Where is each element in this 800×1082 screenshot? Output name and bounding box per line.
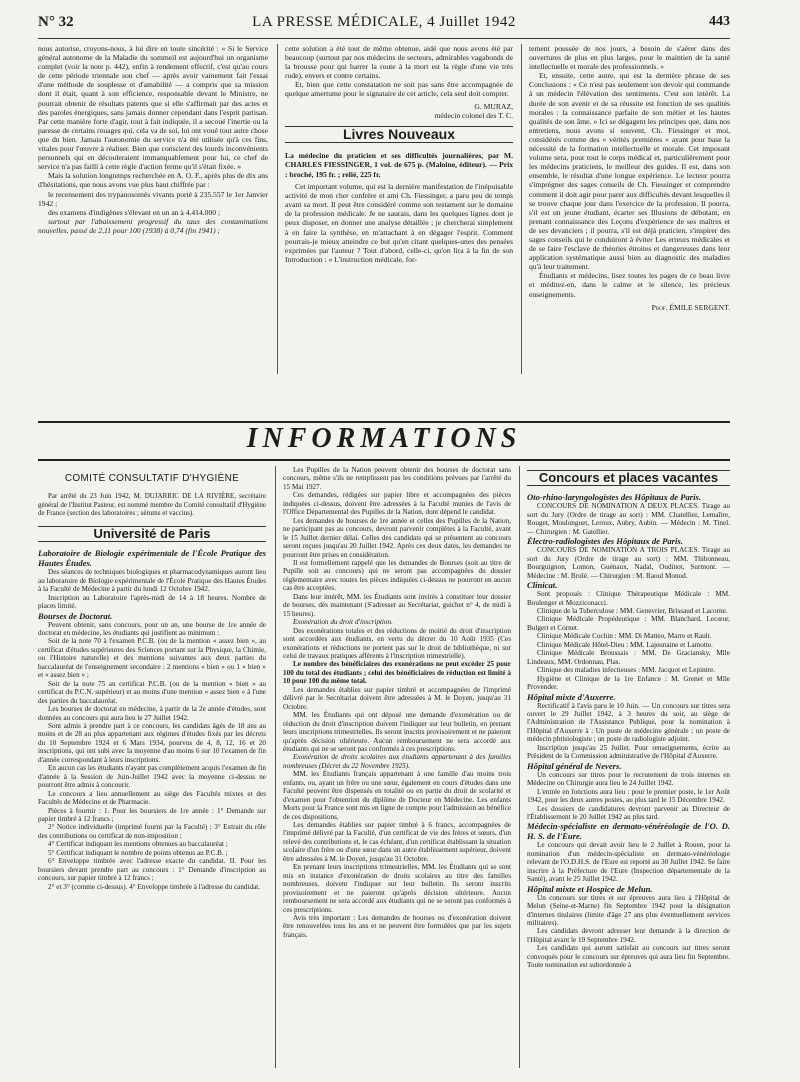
comite-paragraph: Par arrêté du 23 Juin 1942, M. DUJARRIC DE LA RIVIÈRE, secrétaire général de l'Institut Pasteur, est nommé membre du Comité consultatif d'Hygiène de France (section des laboratoires ; sérums et vaccins). (38, 492, 266, 518)
article-paragraph: Mais la solution longtemps recherchée en A. O. F., après plus de dix ans d'hésitations, que nous avons vue plus haut chiffrée par : (38, 171, 268, 190)
notice-paragraph: L'entrée en fonctions aura lieu : pour le premier poste, le 1er Août 1942, pour les deux autres postes, au plus tard le 15 Décembre 1942. (527, 787, 730, 805)
notice-paragraph: Clinique de la Tuberculose : MM. Genevrier, Brissaud et Lacorne. (537, 606, 728, 615)
notice-paragraph: Les demandes établies sur papier timbré à 6 francs, accompagnées de l'imprimé délivré par la Faculté, d'un certificat de vie des frères et sœurs, d'un relevé des contributions et, le cas échéant, d'un certificat établissant la situation scolaire d'un frère ou d'une sœur dans un autre établissement supérieur, doivent être adressées à M. le Doyen, jusqu'au 31 Octobre. (283, 821, 511, 863)
notice-paragraph: Hygiène et Clinique de la 1re Enfance : M. Grenet et Mlle Provender. (527, 674, 730, 692)
notice-paragraph: Pièces à fournir : 1. Pour les boursiers de 1re année : 1° Demande sur papier timbré à 12 francs ; (38, 806, 266, 823)
notice-paragraph: Les candidats qui auront satisfait au concours sur titres seront convoqués pour le concours sur épreuves qui aura lieu fin Septembre. Toute nomination est subordonnée à (527, 944, 730, 970)
review-paragraph: tement poussée de nos jours, a besoin de s'aérer dans des ouvertures de plus en plus larges, pour le maintien de la santé intellectuelle et morale des professionnels. » (529, 44, 730, 72)
info-column-2 (283, 466, 511, 1068)
notice-paragraph: Les dossiers de candidatures devront parvenir au Directeur de l'Établissement le 20 Juillet 1942 au plus tard. (527, 804, 730, 821)
notice-paragraph: Sont admis à prendre part à ce concours, les candidats âgés de 18 ans au moins et de 28 au plus appartenant aux régimes d'études fixés par les décrets du 10 Septembre 1924 et 6 Mars 1934, pourvus de 4, 8, 12, 16 et 20 inscriptions, qui ont subi avec la moyenne d'au moins 6 sur 10 l'examen de fin d'année correspondant à leurs inscriptions. (38, 721, 266, 764)
notice-subheading: Hôpital mixte d'Auxerre. (527, 691, 616, 702)
notice-paragraph: Clinique Médicale Broussais : MM. De Graciansky, Mlle Lindeaux, MM. Ordonnau, Plas. (527, 649, 730, 666)
notice-paragraph: Un concours sur titres pour le recrutement de trois internes en Médecine ou Chirurgie aura lieu le 24 Juillet 1942. (527, 770, 730, 788)
universite-heading: Université de Paris (38, 526, 266, 542)
notice-subheading: Médecin-spécialiste en dermato-vénéréologie de l'O. D. H. S. de l'Eure. (527, 821, 730, 842)
livres-nouveaux-heading: Livres Nouveaux (285, 126, 513, 143)
notice-paragraph: 4° Certificat indiquant les mentions obtenues au baccalauréat ; (48, 840, 228, 849)
article-paragraph: cette solution a été tout de même obtenue, aidé que nous avons été par beaucoup (surtout par nos médecins de secteurs, admirables vagabonds de la brousse pour qui barrer la route à la mort est la règle d'une vie très rude), envers et contre certains. (285, 44, 513, 81)
notice-paragraph: MM. les Étudiants qui ont déposé une demande d'exonération ou de réduction du droit d'inscription doivent l'indiquer sur leur bulletin, en prenant leurs inscriptions trimestrielles. Ils seront inscrits provisoirement et ne paieront qu'après décision ultérieure. Aucun remboursement ne sera accordé aux étudiants qui ne se seront pas conformés à ces prescriptions. (283, 711, 511, 753)
notice-paragraph: 2° et 3° (comme ci-dessus). 4° Enveloppe timbrée à l'adresse du candidat. (48, 882, 261, 891)
notice-paragraph: Avis très important : Les demandes de bourses ou d'exonération doivent être renouvelées tous les ans et ne peuvent être formulées que par les sujets français. (283, 914, 511, 939)
notice-paragraph: Les Pupilles de la Nation peuvent obtenir des bourses de doctorat sans concours, même s'ils ne remplissent pas les conditions prévues par l'arrêté du 15 Mai 1927. (283, 466, 511, 491)
article-paragraph: des examens d'indigènes s'élevant en un an à 4.414.000 ; (48, 207, 221, 217)
notice-paragraph: Dans leur intérêt, MM. les Étudiants sont invités à constituer leur dossier de bourses, dès maintenant (S'adresser au Secrétariat, guichet n° 4, de midi à 15 heures). (283, 592, 511, 618)
page-number: 443 (709, 14, 730, 29)
notice-subheading: Exonération du droit d'inscription. (293, 618, 393, 627)
informations-rule-bottom (38, 459, 730, 461)
notice-paragraph: Clinique Médicale Hôtel-Dieu : MM. Lajeunaine et Lamotte. (537, 640, 713, 649)
publication-title: LA PRESSE MÉDICALE, 4 Juillet 1942 (252, 14, 516, 30)
notice-paragraph: Un concours sur titres et sur épreuves aura lieu à l'Hôpital de Melun (Seine-et-Marne) fin Septembre 1942 pour la désignation d'internes titulaires (limite d'âge 27 ans plus éventuellement services militaires). (527, 893, 730, 928)
info-column-3 (527, 466, 730, 1068)
notice-paragraph: Rectificatif à l'avis paru le 10 Juin. — Un concours sur titres sera ouvert le 29 Juillet 1942, à 3 heures du soir, au siège de l'Administration de l'Assistance Publique, pour la nomination à l'Hôpital d'Auxerre à : Un poste de médecine générale ; un poste de médecin phtisiologiste ; un poste de radiologiste adjoint. (527, 701, 730, 744)
book-review-paragraph: Cet important volume, qui est la dernière manifestation de l'inépuisable activité de mon cher confrère et ami Ch. Fiessinger, a paru peu de temps avant sa mort. Il peut être considéré comme son testament sur le domaine de la profession médicale. Je ne saurais, dans les quelques lignes dont je peux disposer, en donner une analyse détaillée ; je chercherai simplement à en faire la synthèse, en m'attachant à en dégager l'esprit. Comment pourrais-je mieux atteindre ce but qu'en citant quelques-unes des pensées exprimées par l'auteur ? Tout d'abord, celle-ci, qu'on lira à la fin de son Introduction : « L'instruction médicale, for- (285, 182, 513, 264)
notice-subheading: Électro-radiologistes des Hôpitaux de Paris. (527, 536, 683, 547)
column-divider (519, 466, 520, 1068)
notice-paragraph: Des séances de techniques biologiques et pharmacodynamiques auront lieu au laboratoire de Biologie expérimentale de l'École Pratique des Hautes Études à la Faculté de Médecine à partir du lundi 12 Octobre 1942. (38, 568, 266, 594)
info-column-1 (38, 466, 266, 1068)
notice-subheading: Exonération de droits scolaires aux étudiants appartenant à des familles nombreuses (Décret du 22 Novembre 1925). (283, 753, 511, 770)
review-paragraph: Étudiants et médecins, lisez toutes les pages de ce beau livre et méditez-en, dans le calme et le silence, les précieux enseignements. (529, 271, 730, 299)
review-paragraph: Et, ensuite, cette autre, qui est la dernière phrase de ses Conclusions : « Ce n'est pas seulement son devoir qui commande à un médecin l'élévation des sentiments. C'est son intérêt. La durée de son avenir et de sa réussite est fonction de ses qualités morales : la connaissance parfaite de son métier et les hautes qualités de son âme. » Ici se dégagent les principes que, dans nos entretiens, nous avons si souvent, Ch. Fiessinger et moi, considérés comme des « vérités premières » ayant pour base la nécessité de la formation intellectuelle et morale. Cet imposant volume sera, pour tout le corps médical et, particulièrement pour les médecins praticiens, le meilleur des guides. Il est, dans son ensemble, le résultat d'une longue expérience. Le lecteur pourra s'imprégner des sages conseils de Ch. Fiessinger et comprendre comment il doit agir pour parer aux difficultés devant lesquelles il se trouve chaque jour dans l'exercice de la profession. Il pourra, s'il est un jeune étudiant, écarter ses Illusions de débutant, en prenant connaissance des Leçons d'expérience de ses maîtres et de ses devanciers ; il pourra, s'il est déjà praticien, s'inspirer des sages conseils qui le conduiront à éviter Les erreurs médicales et de se faire l'esclave de théories étroites et dangereuses dans leur application systématique aussi bien au diagnostic des maladies qu'à leur traitement. (529, 71, 730, 272)
notice-paragraph: Inscription au Laboratoire l'après-midi de 14 à 18 heures. Nombre de places limité. (38, 593, 266, 611)
notice-paragraph: Clinique des maladies infectieuses : MM. Jacquot et Lepintre. (537, 666, 716, 675)
article-signature: G. MURAZ, (474, 101, 513, 111)
page-header (38, 14, 730, 36)
notice-paragraph: Le nombre des bénéficiaires des exonérations ne peut excéder 25 pour 100 du total des étudiants ; celui des bénéficiaires de réduction est limité à 10 pour 100 du même total. (283, 660, 511, 686)
article-signature-title: médecin colonel des T. C. (434, 110, 513, 120)
notice-subheading: Oto-rhino-laryngologistes des Hôpitaux de Paris. (527, 492, 702, 503)
article-paragraph: surtout par l'abaissement progressif du taux des contaminations nouvelles, passé de 2,11 pour 100 (1938) à 0,74 (fin 1941) ; (38, 216, 268, 235)
top-column-2 (285, 44, 513, 374)
notice-paragraph: Sont proposés : Clinique Thérapeutique Médicale : MM. Boulenger et Mozziconacci. (527, 590, 730, 607)
notice-paragraph: Les demandes de bourses de 1re année et celles des Pupilles de la Nation, ne participant pas au concours, devront parvenir complètes à la Faculté, avant le 15 Juillet dernier délai. Celles des candidats qui se présentent au concours seront reçues jusqu'au 20 Juillet 1942. Après ces deux dates, les demandes ne pourront être prises en considération. (283, 516, 511, 559)
notice-paragraph: Peuvent obtenir, sans concours, pour un an, une bourse de 1re année de doctorat en médecine, les étudiants qui justifient au minimum : (38, 620, 266, 637)
top-column-3 (529, 44, 730, 374)
notice-paragraph: Inscription jusqu'au 25 Juillet. Pour renseignements, écrire au Président de la Commission administrative de l'Hôpital d'Auxerre. (527, 743, 730, 761)
top-column-1 (38, 44, 268, 374)
article-paragraph: le recensement des trypanosomés vivants porté à 235.557 le 1er Janvier 1942 ; (38, 189, 268, 208)
article-paragraph: nous autorise, croyons-nous, à lui dire en toute sincérité : « Si le Service général autonome de la Maladie du sommeil est aujourd'hui un organisme complet (voir la note p. 442), enfin à rendement effectif, c'est qu'au cours de cette période triennale son chef — après avoir vainement fait l'essai d'une méthode de souplesse et d'amabilité — a compris que sa mission dont il était, quant à son efficience, responsable devant le Ministre, ne pourrait obtenir de résultats patents que si elle s'affirmait par des actes et des paroles énergiques, sans jamais donner cependant dans l'esprit partisan. Par cette manière forte d'agir, tout à fait indiquée, il a secoué l'inertie ou la paresse de certains rouages qui, cela va de soi, lui ont voué tout autre chose que du bien. Jamais l'autonomie du service n'a été utilisée qu'à ces fins, vitales pour l'œuvre à réaliser. Bien que conscient des lourds inconvénients personnels qui en découleraient immanquablement pour lui, ce chef de service n'a pas failli à cette règle d'action ferme qu'il s'était fixée. » (38, 44, 268, 172)
notice-subheading: Hôpital mixte et Hospice de Melun. (527, 883, 653, 894)
concours-heading: Concours et places vacantes (527, 470, 730, 486)
notice-paragraph: CONCOURS DE NOMINATION A TROIS PLACES. Tirage au sort du Jury (Ordre de tirage au sort) : MM. Thibonneau, Bourguignon, Lomon, Guénaux, Nadal, Oudinot, Surmont. — Médecine : M. Brulé. — Chirurgien : M. Raoul Monod. (527, 546, 730, 580)
notice-paragraph: Clinique Médicale Cochin : MM. Di Matteo, Marre et Rault. (537, 632, 712, 641)
book-title: La médecine du praticien et ses difficultés journalières, par M. CHARLES FIESSINGER, 1 vol. de 675 p. (Maloine, éditeur). — Prix : broché, 195 fr. ; relié, 225 fr. (285, 150, 513, 179)
notice-paragraph: 2° Notice individuelle (imprimé fourni par la Faculté) ; 3° Extrait du rôle des contributions ou certificat de non-imposition ; (38, 823, 266, 840)
notice-paragraph: En prenant leurs inscriptions trimestrielles, MM. les Étudiants qui se sont mis en instance d'exonération de droits scolaires au titre des familles nombreuses, doivent l'indiquer sur leur bulletin. Ils seront inscrits provisoirement et ne paieront qu'après décision ultérieure. Aucun remboursement ne sera accordé aux étudiants qui ne se seront pas conformés à ces prescriptions. (283, 863, 511, 914)
notice-paragraph: Les candidats devront adresser leur demande à la direction de l'Hôpital avant le 19 Septembre 1942. (527, 927, 730, 944)
notice-paragraph: En aucun cas les étudiants n'ayant pas complètement acquis l'examen de fin d'année à la Session de Juin-Juillet 1942 avec la moyenne ci-dessus ne pourront être admis à concourir. (38, 764, 266, 790)
column-divider (275, 466, 276, 1068)
notice-paragraph: Les bourses de doctorat en médecine, à partir de la 2e année d'études, sont données au concours qui aura lieu le 27 Juillet 1942. (38, 705, 266, 722)
notice-subheading: Bourses de Doctorat. (38, 610, 113, 621)
notice-paragraph: CONCOURS DE NOMINATION A DEUX PLACES. Tirage au sort du Jury (Ordre de tirage au sort) : MM. Chatellier, Lemaître, Rouget, Moulonguet, Leroux, Aubry, Aubin. — Médecin : M. Tinel. — Chirurgien : M. Gatellier. (527, 502, 730, 536)
notice-paragraph: Soit de la note 70 à l'examen P.C.B. (ou de la mention « assez bien », au certificat d'études supérieures des Sciences portant sur la Physique, la Chimie, ou l'Histoire naturelle) et des mentions suivantes aux deux parties du baccalauréat de l'enseignement secondaire : 2 mentions « bien » ou 1 « bien » et « assez bien » ; (38, 637, 266, 680)
notice-paragraph: MM. les Étudiants français appartenant à une famille d'au moins trois enfants, ou, ayant un frère ou une sœur, également en cours d'études dans une Faculté peuvent être dispensés en totalité ou en partie du droit de scolarité et d'examen pour l'obtention du diplôme de Docteur en Médecine. Les enfants Morts pour la France sont mis en ligne de compte pour l'admission au bénéfice de ces dispositions. (283, 770, 511, 821)
notice-paragraph: Soit de la note 75 au certificat P.C.B. (ou de la mention « bien » au certificat du P.C.N. supérieur) et au moins d'une mention « assez bien » à l'une des parties du baccalauréat. (38, 679, 266, 705)
notice-paragraph: 5° Certificat indiquant le nombre de points obtenus au P.C.B. ; (48, 848, 228, 857)
notice-paragraph: 6° Enveloppe timbrée avec l'adresse exacte du candidat. II. Pour les boursiers devant prendre part au concours : 1° Demande d'inscription au concours, sur papier timbré à 12 francs ; (38, 857, 266, 883)
header-rule (38, 38, 730, 39)
notice-subheading: Laboratoire de Biologie expérimentale de l'École Pratique des Hautes Études. (38, 548, 266, 569)
notice-paragraph: Le concours qui devait avoir lieu le 2 Juillet à Rouen, pour la nomination d'un médecin-spécialiste en dermato-vénéréologie relevant de l'O.D.H.S. de l'Eure est reporté au 30 Juillet 1942. Se faire inscrire à la Préfecture de l'Eure (Inspection départementale de la Santé), avant le 25 Juillet 1942. (527, 841, 730, 884)
notice-paragraph: Des exonérations totales et des réductions de moitié du droit d'inscription sont accordées aux étudiants, en vertu du décret du 10 Août 1935 (Ces exonérations et réductions ne portent pas sur le droit de bibliothèque, ni sur celui de travaux pratiques afférents à l'inscription trimestrielle). (283, 626, 511, 660)
informations-banner: INFORMATIONS (246, 423, 522, 454)
notice-paragraph: Les demandes établies sur papier timbré et accompagnées de l'imprimé délivré par le Secrétariat doivent être adressées à M. le Doyen, jusqu'au 31 Octobre. (283, 685, 511, 711)
issue-number: N° 32 (38, 14, 74, 30)
notice-paragraph: Clinique Médicale Propédeutique : MM. Blanchard, Lecœur, Bulgert et Cornet. (527, 615, 730, 632)
review-signature: Prof. ÉMILE SERGENT. (651, 302, 730, 312)
column-divider (277, 44, 278, 374)
notice-paragraph: Le concours a lieu annuellement au siège des Facultés mixtes et des Facultés de Médecine et de Pharmacie. (38, 789, 266, 807)
article-paragraph: Et, bien que cette constatation ne soit pas sans être accompagnée de quelque amertume pour le signataire de cet article, cela seul doit compter. (285, 80, 513, 99)
comite-heading: COMITÉ CONSULTATIF D'HYGIÈNE (64, 473, 240, 484)
notice-paragraph: Ces demandes, rédigées sur papier libre et accompagnées des pièces indiquées ci-dessus, doivent être adressées à la Faculté munies de l'avis de l'Office Départemental des Pupilles de la Nation, dont dépend le candidat. (283, 491, 511, 517)
notice-paragraph: Il est formellement rappelé que les demandes de Bourses (soit au titre de Pupille soit au concours) qui ne seront pas accompagnées du dossier réglementaire avec toutes les pièces indiquées ci-dessus ne pourront en aucun cas être acceptées. (283, 558, 511, 593)
column-divider (521, 44, 522, 374)
notice-subheading: Clinicat. (527, 580, 558, 591)
notice-subheading: Hôpital général de Nevers. (527, 760, 622, 771)
